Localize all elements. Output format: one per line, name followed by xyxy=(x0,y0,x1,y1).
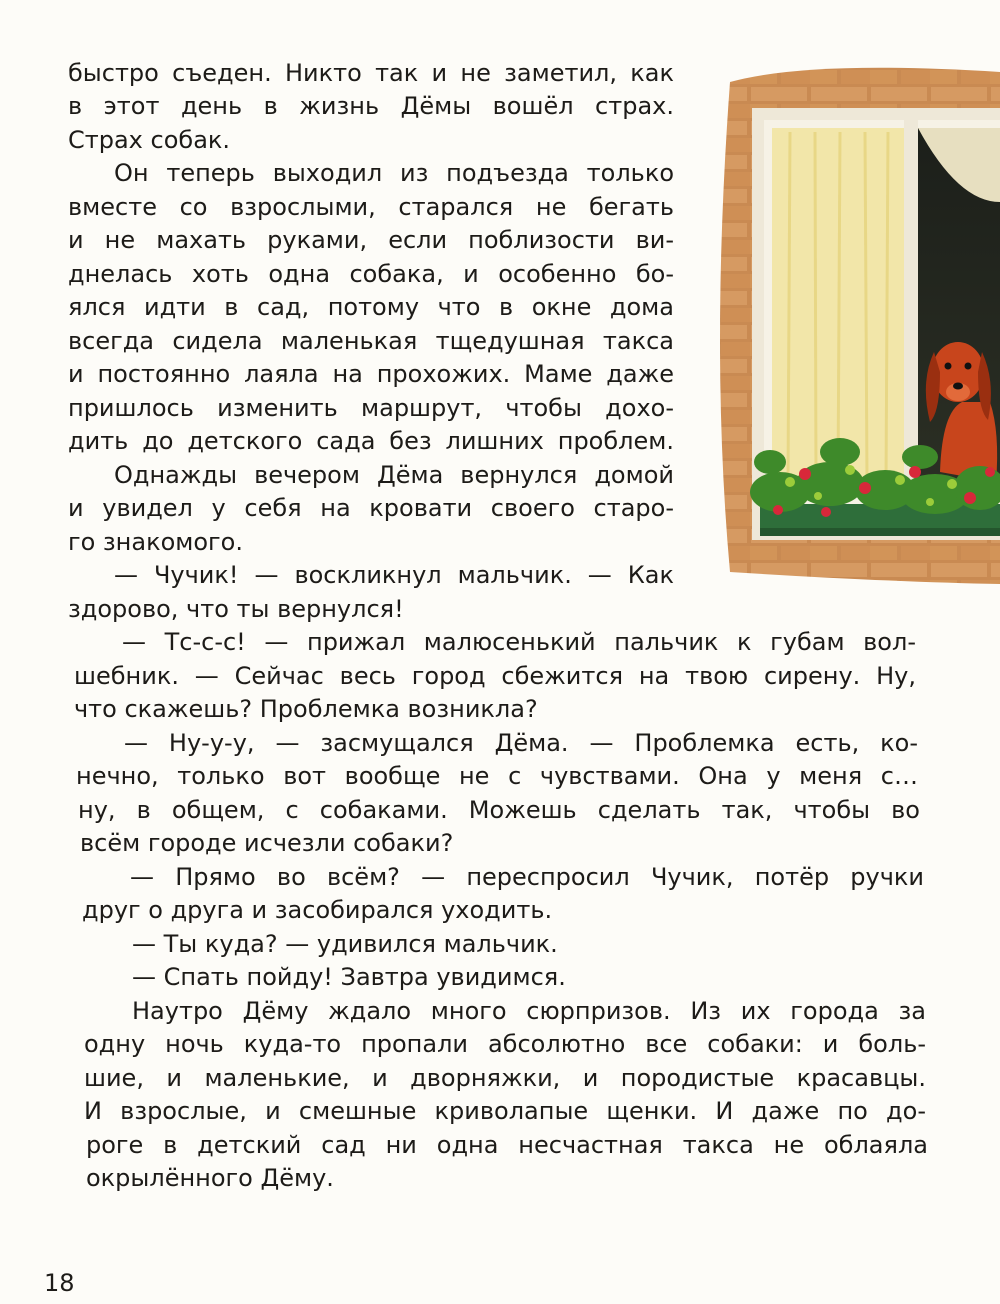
text-line: вместе со взрослыми, старался не бегать xyxy=(68,193,674,221)
text-line: — Чучик! — воскликнул мальчик. — Как xyxy=(114,561,674,589)
text-line: — Спать пойду! Завтра увидимся. xyxy=(132,963,566,991)
page-number: 18 xyxy=(44,1269,75,1297)
text-line: — Прямо во всём? — переспросил Чучик, потёр ручки xyxy=(130,863,924,891)
text-line: окрылённого Дёму. xyxy=(86,1164,334,1192)
text-line: одну ночь куда-то пропали абсолютно все собаки: и боль- xyxy=(84,1030,926,1058)
text-line: здорово, что ты вернулся! xyxy=(68,595,404,623)
text-line: шебник. — Сейчас весь город сбежится на твою сирену. Ну, xyxy=(74,662,916,690)
text-line: ялся идти в сад, потому что в окне дома xyxy=(68,293,674,321)
text-line: всём городе исчезли собаки? xyxy=(80,829,454,857)
text-line: быстро съеден. Никто так и не заметил, как xyxy=(68,59,674,87)
text-line: Наутро Дёму ждало много сюрпризов. Из их города за xyxy=(132,997,926,1025)
text-line: друг о друга и засобирался уходить. xyxy=(82,896,553,924)
text-line: всегда сидела маленькая тщедушная такса xyxy=(68,327,674,355)
text-line: го знакомого. xyxy=(68,528,243,556)
text-line: днелась хоть одна собака, и особенно бо- xyxy=(68,260,674,288)
text-line: ну, в общем, с собаками. Можешь сделать так, чтобы во xyxy=(78,796,920,824)
text-line: И взрослые, и смешные криволапые щенки. И даже по до- xyxy=(84,1097,926,1125)
text-line: в этот день в жизнь Дёмы вошёл страх. xyxy=(68,92,674,120)
text-line: что скажешь? Проблемка возникла? xyxy=(74,695,538,723)
text-line: шие, и маленькие, и дворняжки, и породистые красавцы. xyxy=(84,1064,926,1092)
text-line: дить до детского сада без лишних проблем. xyxy=(68,427,674,455)
text-line: и постоянно лаяла на прохожих. Маме даже xyxy=(68,360,674,388)
text-line: Страх собак. xyxy=(68,126,231,154)
text-line: Однажды вечером Дёма вернулся домой xyxy=(114,461,674,489)
text-line: нечно, только вот вообще не с чувствами. Она у меня с… xyxy=(76,762,918,790)
text-line: и не махать руками, если поблизости ви- xyxy=(68,226,674,254)
text-line: — Ну-у-у, — засмущался Дёма. — Проблемка есть, ко- xyxy=(124,729,918,757)
text-line: — Ты куда? — удивился мальчик. xyxy=(132,930,558,958)
text-line: Он теперь выходил из подъезда только xyxy=(114,159,674,187)
text-line: пришлось изменить маршрут, чтобы дохо- xyxy=(68,394,674,422)
text-line: роге в детский сад ни одна несчастная такса не облаяла xyxy=(86,1131,928,1159)
text-line: и увидел у себя на кровати своего старо- xyxy=(68,494,674,522)
text-line: — Тс-с-с! — прижал малюсенький пальчик к губам вол- xyxy=(122,628,916,656)
